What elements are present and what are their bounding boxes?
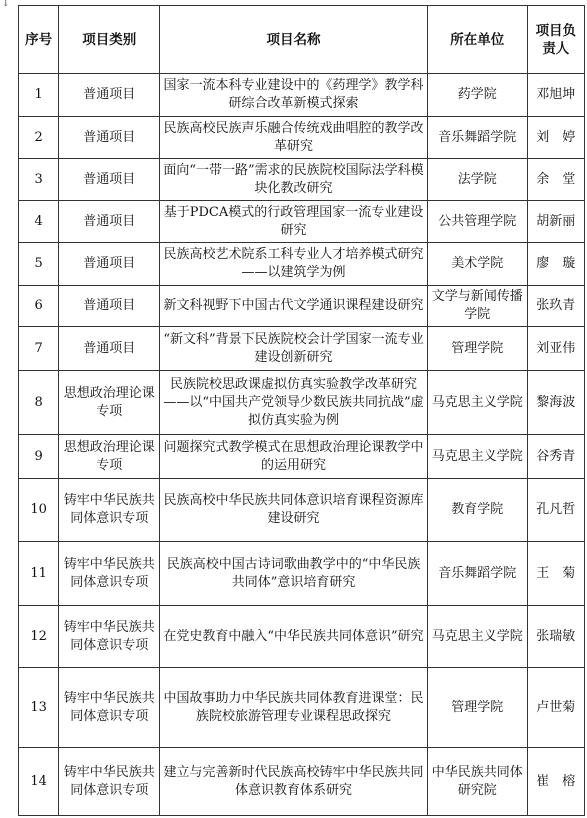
table-row bbox=[19, 243, 585, 286]
cell-name: 民族高校中国古诗词歌曲教学中的“中华民族共同体”意识培育研究 bbox=[160, 542, 428, 606]
cell-no: 7 bbox=[19, 327, 59, 371]
cell-unit: 美术学院 bbox=[427, 243, 527, 286]
cell-name: “新文科”背景下民族院校会计学国家一流专业建设创新研究 bbox=[160, 327, 428, 371]
table-row bbox=[19, 327, 585, 371]
cell-name: 民族高校中华民族共同体意识培育课程资源库建设研究 bbox=[160, 479, 428, 542]
cell-no: 13 bbox=[19, 668, 59, 748]
cell-unit: 文学与新闻传播学院 bbox=[427, 286, 527, 327]
cell-unit: 管理学院 bbox=[427, 668, 527, 748]
table-row bbox=[19, 542, 585, 606]
cell-leader: 黎海波 bbox=[527, 371, 584, 435]
header-unit: 所在单位 bbox=[427, 6, 527, 74]
cell-category: 普通项目 bbox=[59, 74, 160, 117]
cell-leader: 王 菊 bbox=[527, 542, 584, 606]
header-no: 序号 bbox=[19, 6, 59, 74]
table-row bbox=[19, 286, 585, 327]
cell-category: 普通项目 bbox=[59, 327, 160, 371]
cell-no: 8 bbox=[19, 371, 59, 435]
cell-leader: 刘 婷 bbox=[527, 117, 584, 159]
cell-unit: 公共管理学院 bbox=[427, 201, 527, 243]
cell-no: 12 bbox=[19, 606, 59, 668]
table-row bbox=[19, 74, 585, 117]
table-row bbox=[19, 668, 585, 748]
cell-category: 普通项目 bbox=[59, 286, 160, 327]
cell-name: 建立与完善新时代民族高校铸牢中华民族共同体意识教育体系研究 bbox=[160, 748, 428, 816]
cell-category: 普通项目 bbox=[59, 159, 160, 201]
cell-name: 民族高校民族声乐融合传统戏曲唱腔的教学改革研究 bbox=[160, 117, 428, 159]
cell-leader: 张玖青 bbox=[527, 286, 584, 327]
cell-name: 面向“一带一路”需求的民族院校国际法学科模块化教改研究 bbox=[160, 159, 428, 201]
cell-no: 3 bbox=[19, 159, 59, 201]
cell-unit: 音乐舞蹈学院 bbox=[427, 542, 527, 606]
project-table bbox=[18, 5, 585, 816]
cell-category: 普通项目 bbox=[59, 243, 160, 286]
table-row bbox=[19, 159, 585, 201]
cell-unit: 法学院 bbox=[427, 159, 527, 201]
cell-unit: 马克思主义学院 bbox=[427, 371, 527, 435]
cell-no: 6 bbox=[19, 286, 59, 327]
cell-no: 10 bbox=[19, 479, 59, 542]
cell-category: 铸牢中华民族共同体意识专项 bbox=[59, 748, 160, 816]
cell-name: 民族高校艺术院系工科专业人才培养模式研究——以建筑学为例 bbox=[160, 243, 428, 286]
cell-leader: 张瑞敏 bbox=[527, 606, 584, 668]
cell-unit: 教育学院 bbox=[427, 479, 527, 542]
table-row bbox=[19, 117, 585, 159]
cell-leader: 孔凡哲 bbox=[527, 479, 584, 542]
cell-name: 基于PDCA模式的行政管理国家一流专业建设研究 bbox=[160, 201, 428, 243]
cell-unit: 音乐舞蹈学院 bbox=[427, 117, 527, 159]
cell-name: 国家一流本科专业建设中的《药理学》教学科研综合改革新模式探索 bbox=[160, 74, 428, 117]
cell-no: 5 bbox=[19, 243, 59, 286]
cell-no: 4 bbox=[19, 201, 59, 243]
cell-name: 新文科视野下中国古代文学通识课程建设研究 bbox=[160, 286, 428, 327]
cell-leader: 谷秀青 bbox=[527, 435, 584, 479]
cell-leader: 卢世菊 bbox=[527, 668, 584, 748]
table-row bbox=[19, 371, 585, 435]
cell-leader: 胡新丽 bbox=[527, 201, 584, 243]
cell-name: 民族院校思政课虚拟仿真实验教学改革研究——以“中国共产党领导少数民族共同抗战”虚拟仿真实验为例 bbox=[160, 371, 428, 435]
cell-category: 铸牢中华民族共同体意识专项 bbox=[59, 542, 160, 606]
header-category: 项目类别 bbox=[59, 6, 160, 74]
table-row bbox=[19, 606, 585, 668]
cell-category: 思想政治理论课专项 bbox=[59, 435, 160, 479]
cell-no: 9 bbox=[19, 435, 59, 479]
cell-no: 1 bbox=[19, 74, 59, 117]
table-row bbox=[19, 479, 585, 542]
cell-leader: 廖 璇 bbox=[527, 243, 584, 286]
cell-category: 铸牢中华民族共同体意识专项 bbox=[59, 668, 160, 748]
cell-category: 铸牢中华民族共同体意识专项 bbox=[59, 606, 160, 668]
cell-unit: 药学院 bbox=[427, 74, 527, 117]
header-leader: 项目负责人 bbox=[527, 6, 584, 74]
cell-category: 铸牢中华民族共同体意识专项 bbox=[59, 479, 160, 542]
table-anchor-icon: ↓ bbox=[2, 0, 10, 9]
table-row bbox=[19, 435, 585, 479]
cell-no: 2 bbox=[19, 117, 59, 159]
table-row bbox=[19, 748, 585, 816]
cell-leader: 刘亚伟 bbox=[527, 327, 584, 371]
cell-no: 11 bbox=[19, 542, 59, 606]
cell-unit: 马克思主义学院 bbox=[427, 435, 527, 479]
header-row bbox=[19, 6, 585, 74]
cell-leader: 邓旭坤 bbox=[527, 74, 584, 117]
cell-no: 14 bbox=[19, 748, 59, 816]
cell-category: 普通项目 bbox=[59, 117, 160, 159]
header-name: 项目名称 bbox=[160, 6, 428, 74]
cell-category: 普通项目 bbox=[59, 201, 160, 243]
cell-name: 问题探究式教学模式在思想政治理论课教学中的运用研究 bbox=[160, 435, 428, 479]
cell-name: 中国故事助力中华民族共同体教育进课堂：民族院校旅游管理专业课程思政探究 bbox=[160, 668, 428, 748]
cell-name: 在党史教育中融入“中华民族共同体意识”研究 bbox=[160, 606, 428, 668]
cell-unit: 中华民族共同体研究院 bbox=[427, 748, 527, 816]
cell-leader: 崔 榕 bbox=[527, 748, 584, 816]
cell-unit: 马克思主义学院 bbox=[427, 606, 527, 668]
cell-unit: 管理学院 bbox=[427, 327, 527, 371]
table-row bbox=[19, 201, 585, 243]
cell-leader: 余 堂 bbox=[527, 159, 584, 201]
cell-category: 思想政治理论课专项 bbox=[59, 371, 160, 435]
